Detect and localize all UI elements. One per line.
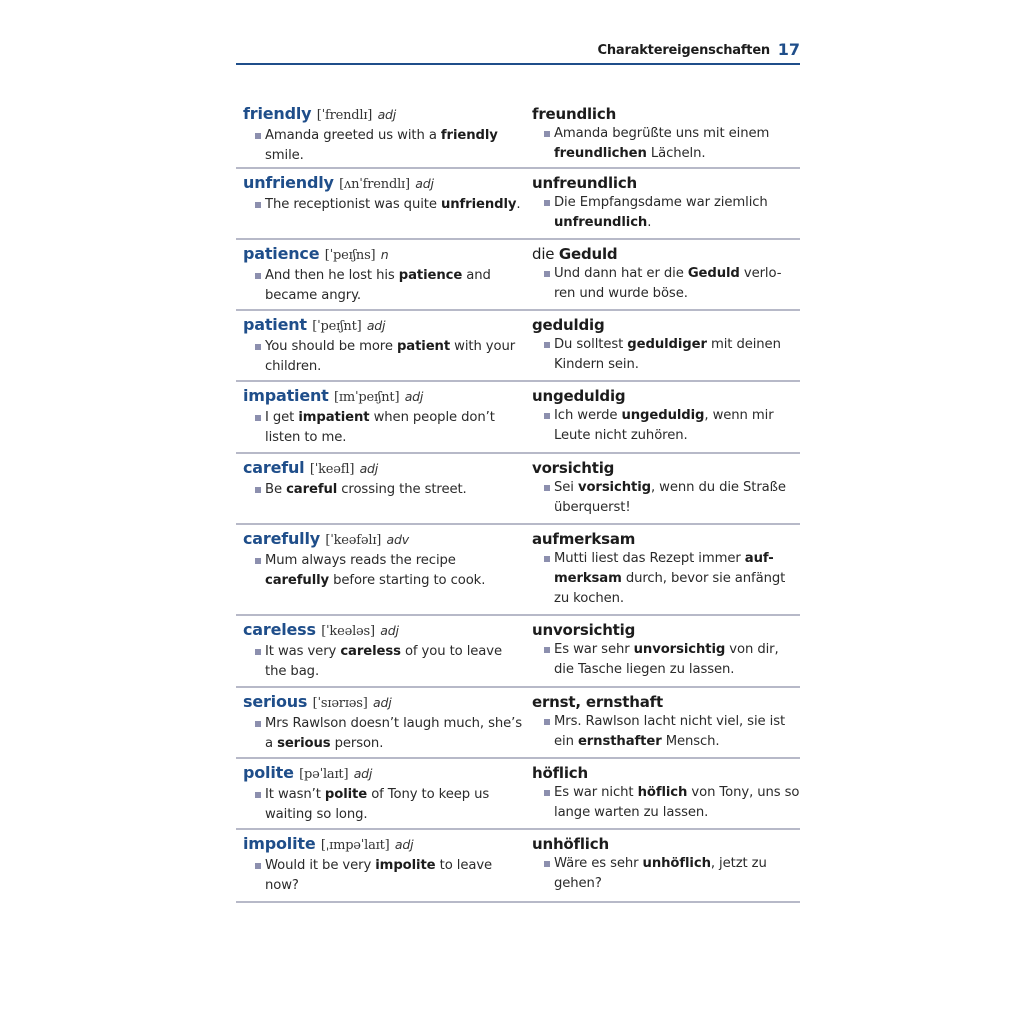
bullet-square-icon (544, 271, 550, 277)
bullet-square-icon (544, 342, 550, 348)
example-keyword: unhöflich (642, 856, 711, 871)
headword (243, 104, 523, 126)
german-column (532, 529, 800, 609)
bullet-square-icon (544, 413, 550, 419)
bullet-square-icon (255, 649, 261, 655)
example-keyword: patient (396, 339, 451, 354)
english-example (243, 266, 523, 306)
example-keyword: höflich (637, 785, 688, 800)
english-example (243, 337, 523, 377)
english-example (243, 856, 523, 896)
english-example (243, 714, 523, 754)
part-of-speech: adj (359, 461, 379, 476)
example-keyword: polite (324, 787, 368, 802)
example-text: mit deinen Kindern sein. (554, 337, 781, 372)
german-example (532, 712, 800, 752)
vocab-entry (236, 311, 800, 382)
headword (243, 692, 523, 714)
bullet-square-icon (255, 202, 261, 208)
phonetic-transcription: [ˈkeəfl] (309, 462, 355, 477)
translation (532, 763, 800, 783)
example-text: You should be more (265, 339, 397, 354)
bullet-square-icon (255, 487, 261, 493)
translation-text: Geduld (558, 245, 618, 263)
phonetic-transcription: [ˌɪmpəˈlaɪt] (320, 838, 390, 853)
headword-text: serious (243, 692, 308, 711)
bullet-square-icon (255, 273, 261, 279)
headword (243, 386, 523, 408)
example-text: It was very (265, 644, 341, 659)
example-keyword: carefully (265, 573, 330, 588)
example-text: durch, bevor sie anfängt zu kochen. (554, 571, 786, 606)
german-example (532, 549, 800, 609)
german-example (532, 124, 800, 164)
example-text: , wenn du die Straße überquerst! (554, 480, 786, 515)
example-keyword: impolite (375, 858, 436, 873)
headword-text: patience (243, 244, 320, 263)
german-column (532, 386, 800, 446)
bullet-square-icon (255, 863, 261, 869)
phonetic-transcription: [ˈkeəfəlɪ] (325, 533, 382, 548)
example-text: , jetzt zu gehen? (554, 856, 767, 891)
example-keyword: freundlichen (554, 146, 647, 161)
vocab-entry (236, 830, 800, 903)
english-column (243, 173, 523, 215)
translation (532, 315, 800, 335)
phonetic-transcription: [ˈfrendlɪ] (316, 108, 373, 123)
vocab-entry (236, 759, 800, 830)
example-keyword: patience (398, 268, 463, 283)
bullet-square-icon (544, 790, 550, 796)
vocab-entry (236, 454, 800, 525)
part-of-speech: adj (380, 623, 399, 638)
headword-text: careless (243, 620, 316, 639)
bullet-square-icon (544, 861, 550, 867)
headword (243, 173, 523, 195)
part-of-speech: adj (353, 766, 373, 781)
english-example (243, 480, 523, 500)
english-example (243, 195, 523, 215)
example-text: von Tony, uns so lange warten zu lassen. (554, 785, 800, 820)
headword-text: carefully (243, 529, 320, 548)
translation-text: freundlich (532, 105, 617, 123)
part-of-speech: adj (415, 176, 434, 191)
headword (243, 620, 523, 642)
translation (532, 620, 800, 640)
example-text: von dir, die Tasche liegen zu lassen. (554, 642, 779, 677)
translation (532, 529, 800, 549)
english-column (243, 244, 523, 306)
example-text: of you to leave the bag. (265, 644, 502, 679)
vocab-entry (236, 240, 800, 311)
english-example (243, 642, 523, 682)
example-text: It wasn’t (265, 787, 325, 802)
vocab-entry (236, 382, 800, 454)
translation-text: aufmerksam (532, 530, 636, 548)
headword-text: careful (243, 458, 305, 477)
example-keyword: Geduld (687, 266, 740, 281)
article: die (532, 245, 559, 263)
headword-text: impatient (243, 386, 329, 405)
example-text: Mrs. Rawlson lacht nicht viel, sie ist ein (554, 714, 786, 749)
english-column (243, 529, 523, 591)
example-text: before starting to cook. (329, 573, 486, 588)
english-column (243, 620, 523, 682)
headword-text: impolite (243, 834, 316, 853)
headword-text: friendly (243, 104, 312, 123)
example-text: to leave now? (265, 858, 493, 893)
headword-text: polite (243, 763, 294, 782)
translation-text: vorsichtig (532, 459, 615, 477)
headword (243, 244, 523, 266)
headword (243, 763, 523, 785)
bullet-square-icon (544, 200, 550, 206)
bullet-square-icon (544, 719, 550, 725)
vocabulary-list (236, 100, 800, 903)
headword (243, 529, 523, 551)
example-text: The receptionist was quite (265, 197, 441, 212)
example-text: Amanda greeted us with a (265, 128, 441, 143)
phonetic-transcription: [ˈkeələs] (321, 624, 375, 639)
example-keyword: unvorsichtig (633, 642, 726, 657)
page-header (236, 40, 800, 64)
part-of-speech: adv (386, 532, 409, 547)
bullet-square-icon (544, 485, 550, 491)
example-text: and became angry. (265, 268, 491, 303)
translation (532, 173, 800, 193)
example-text: Ich werde (554, 408, 622, 423)
example-text: , wenn mir Leute nicht zuhören. (554, 408, 774, 443)
part-of-speech: adj (366, 318, 386, 333)
example-keyword: careless (340, 644, 401, 659)
german-column (532, 244, 800, 304)
english-column (243, 104, 523, 166)
part-of-speech: adj (404, 389, 424, 404)
translation-text: ungeduldig (532, 387, 626, 405)
german-column (532, 458, 800, 518)
headword-text: patient (243, 315, 307, 334)
example-text: Sei (554, 480, 578, 495)
example-text: And then he lost his (265, 268, 399, 283)
example-text: Mensch. (661, 734, 720, 749)
bullet-square-icon (255, 792, 261, 798)
example-text: Amanda begrüßte uns mit einem (554, 126, 770, 141)
example-keyword: unfreundlich (554, 215, 648, 230)
translation (532, 386, 800, 406)
example-text: with your children. (265, 339, 516, 374)
english-example (243, 126, 523, 166)
part-of-speech: n (380, 247, 389, 262)
vocab-entry (236, 100, 800, 169)
translation-text: höflich (532, 764, 588, 782)
vocab-entry (236, 688, 800, 759)
part-of-speech: adj (394, 837, 414, 852)
example-text: Wäre es sehr (554, 856, 643, 871)
english-column (243, 386, 523, 448)
bullet-square-icon (255, 344, 261, 350)
german-example (532, 478, 800, 518)
phonetic-transcription: [ˈpeɪʃns] (324, 248, 376, 263)
headword (243, 834, 523, 856)
german-example (532, 854, 800, 894)
translation (532, 104, 800, 124)
example-text: Du solltest (554, 337, 628, 352)
example-text: when people don’t listen to me. (265, 410, 495, 445)
example-keyword: ernsthafter (577, 734, 662, 749)
page-number: 17 (777, 40, 800, 59)
example-keyword: vorsichtig (577, 480, 651, 495)
phonetic-transcription: [ʌnˈfrendlɪ] (339, 177, 410, 192)
translation-text: unfreundlich (532, 174, 638, 192)
german-column (532, 692, 800, 752)
translation-text: ernst, ernsthaft (532, 693, 663, 711)
german-column (532, 620, 800, 680)
example-text: crossing the street. (337, 482, 467, 497)
german-column (532, 315, 800, 375)
english-column (243, 458, 523, 500)
english-example (243, 785, 523, 825)
example-keyword: unfriendly (440, 197, 517, 212)
german-example (532, 640, 800, 680)
example-keyword: careful (286, 482, 338, 497)
english-example (243, 408, 523, 448)
english-column (243, 834, 523, 896)
example-keyword: ungeduldig (621, 408, 705, 423)
bullet-square-icon (255, 133, 261, 139)
translation (532, 692, 800, 712)
part-of-speech: adj (373, 695, 392, 710)
translation (532, 458, 800, 478)
example-text: Es war sehr (554, 642, 634, 657)
example-text: Mutti liest das Rezept immer (554, 551, 745, 566)
example-text: I get (265, 410, 299, 425)
german-example (532, 193, 800, 233)
german-column (532, 763, 800, 823)
bullet-square-icon (255, 721, 261, 727)
bullet-square-icon (544, 556, 550, 562)
german-example (532, 406, 800, 446)
translation (532, 244, 800, 264)
example-text: Mrs Rawlson doesn’t laugh much, she’s a (265, 716, 523, 751)
example-text: . (647, 215, 652, 230)
english-column (243, 763, 523, 825)
headword (243, 315, 523, 337)
german-column (532, 834, 800, 894)
english-column (243, 315, 523, 377)
bullet-square-icon (544, 647, 550, 653)
example-text: Die Empfangsdame war ziemlich (554, 195, 768, 210)
phonetic-transcription: [ɪmˈpeɪʃnt] (334, 390, 400, 405)
phonetic-transcription: [pəˈlaɪt] (299, 767, 349, 782)
translation-text: unhöflich (532, 835, 609, 853)
translation-text: geduldig (532, 316, 605, 334)
example-text: Lächeln. (646, 146, 706, 161)
german-column (532, 104, 800, 164)
phonetic-transcription: [ˈpeɪʃnt] (312, 319, 362, 334)
translation (532, 834, 800, 854)
example-text: Es war nicht (554, 785, 638, 800)
german-example (532, 264, 800, 304)
example-keyword: serious (277, 736, 331, 751)
headword-text: unfriendly (243, 173, 334, 192)
example-keyword: impatient (298, 410, 370, 425)
translation-text: unvorsichtig (532, 621, 636, 639)
example-text: of Tony to keep us waiting so long. (265, 787, 490, 822)
english-example (243, 551, 523, 591)
header-rule (236, 63, 800, 65)
example-text: smile. (265, 148, 304, 163)
example-text: person. (330, 736, 384, 751)
english-column (243, 692, 523, 754)
bullet-square-icon (255, 558, 261, 564)
part-of-speech: adj (377, 107, 397, 122)
vocab-entry (236, 616, 800, 688)
german-column (532, 173, 800, 233)
bullet-square-icon (544, 131, 550, 137)
example-keyword: friendly (440, 128, 498, 143)
example-text: . (516, 197, 521, 212)
example-keyword: geduldiger (627, 337, 707, 352)
example-text: verlo-ren und wurde böse. (554, 266, 782, 301)
headword (243, 458, 523, 480)
example-text: Und dann hat er die (554, 266, 688, 281)
vocab-entry (236, 525, 800, 616)
example-text: Be (265, 482, 287, 497)
phonetic-transcription: [ˈsɪərɪəs] (312, 696, 368, 711)
german-example (532, 783, 800, 823)
german-example (532, 335, 800, 375)
chapter-title: Charaktereigenschaften (597, 43, 770, 58)
example-keyword: auf-merksam (554, 551, 774, 586)
bullet-square-icon (255, 415, 261, 421)
example-text: Mum always reads the recipe (265, 553, 456, 568)
vocab-entry (236, 169, 800, 240)
example-text: Would it be very (265, 858, 376, 873)
